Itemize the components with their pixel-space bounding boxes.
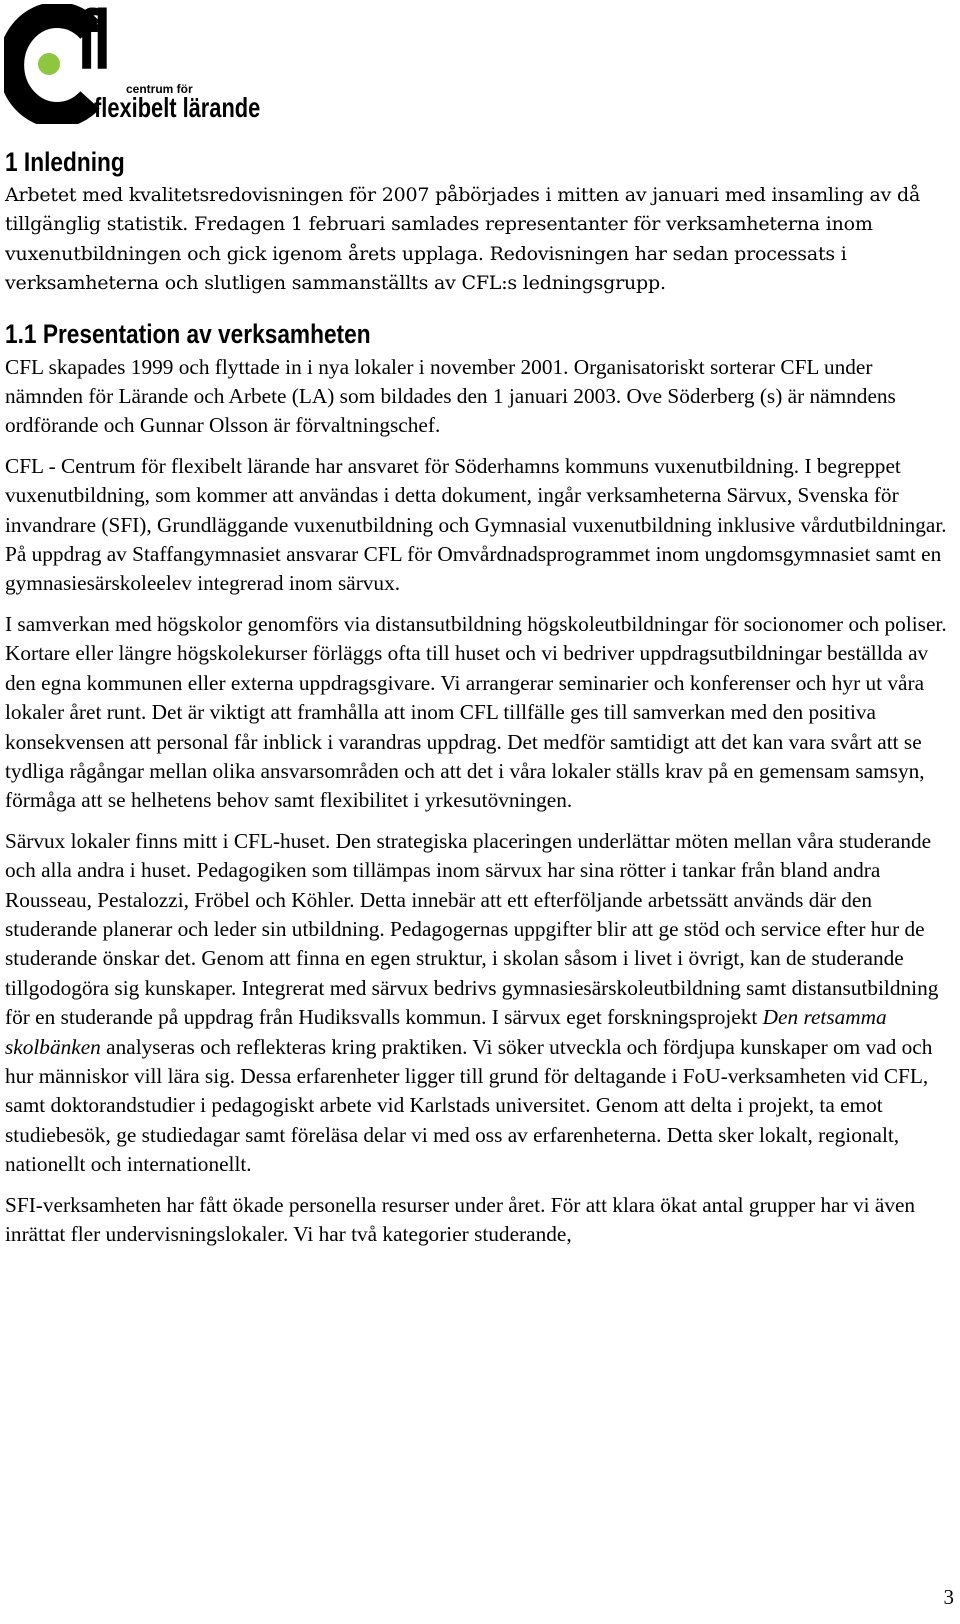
paragraph-inledning: Arbetet med kvalitetsredovisningen för 2007 påbörjades i mitten av januari med insamling av då tillgänglig statistik. Fredagen 1 februari samlades representanter för verksamheterna inom vuxenutbildningen och gick igenom årets upplaga. Redovisningen har sedan processats i verksamheterna och slutligen sammanställts av CFL:s ledningsgrupp. xyxy=(5,184,921,295)
sarvux-text-after: analyseras och reflekteras kring praktiken. Vi söker utveckla och fördjupa kunskaper om vad och hur människor vill lära sig. Dessa erfarenheter ligger till grund för deltagande i FoU-verksamheten vid CFL, samt doktorandstudier i pedagogiskt arbete vid Karlstads universitet. Genom att delta i projekt, ta emot studiebesök, ge studiedagar samt föreläsa delar vi med oss av erfarenheterna. Detta sker lokalt, regionalt, nationellt och internationellt. xyxy=(5,1034,933,1177)
logo-subtitle-1: centrum för xyxy=(126,82,193,96)
paragraph-cfl-responsibility: CFL - Centrum för flexibelt lärande har ansvaret för Söderhamns kommuns vuxenutbildning. I begreppet vuxenutbildning, som kommer att användas i detta dokument, ingår verksamheterna Särvux, Svenska för invandrare (SFI), Grundläggande vuxenutbildning och Gymnasial vuxenutbildning inklusive vårdutbildningar. På uppdrag av Staffangymnasiet ansvarar CFL för Omvårdnadsprogrammet inom ungdomsgymnasiet samt en gymnasiesärskoleelev integrerad inom särvux. xyxy=(5,453,947,596)
paragraph-collaboration: I samverkan med högskolor genomförs via distansutbildning högskoleutbildningar för socionomer och poliser. Kortare eller längre högskolekurser förläggs ofta till huset och vi bedriver uppdragsutbildningar beställda av den egna kommunen eller externa uppdragsgivare. Vi arrangerar seminarier och konferenser och hyr ut våra lokaler året runt. Det är viktigt att framhålla att inom CFL tillfälle ges till samverkan med den positiva konsekvensen att personal får inblick i varandras uppdrag. Det medför samtidigt att det kan vara svårt att se tydliga rågångar mellan olika ansvarsområden och att det i våra lokaler ställs krav på en gemensam samsyn, förmåga att se helhetens behov samt flexibilitet i yrkesutövningen. xyxy=(5,611,947,813)
document-body xyxy=(5,145,955,1249)
section-heading-inledning: 1 Inledning xyxy=(5,147,125,177)
paragraph-sfi: SFI-verksamheten har fått ökade personella resurser under året. För att klara ökat antal grupper har vi även inrättat fler undervisningslokaler. Vi har två kategorier studerande, xyxy=(5,1192,916,1246)
sarvux-text-before: Särvux lokaler finns mitt i CFL-huset. Den strategiska placeringen underlättar möten mellan våra studerande och alla andra i huset. Pedagogiken som tillämpas inom särvux har sina rötter i tankar från bland andra Rousseau, Pestalozzi, Fröbel och Köhler. Detta innebär att ett efterföljande arbetssätt används där den studerande planerar och leder sin utbildning. Pedagogernas uppgifter blir att ge stöd och service efter hur de studerande önskar det. Genom att finna en egen struktur, i skolan såsom i livet i övrigt, kan de studerande tillgodogöra sig kunskaper. Integrerat med särvux bedrivs gymnasiesärskoleutbildning samt distansutbildning för en studerande på uppdrag från Hudiksvalls kommun. I särvux eget forskningsprojekt xyxy=(5,828,939,1030)
project-title: Den retsamma skolbänken xyxy=(5,1005,887,1059)
subsection-heading-presentation: 1.1 Presentation av verksamheten xyxy=(5,318,371,349)
logo-subtitle-2: flexibelt lärande xyxy=(94,92,261,123)
paragraph-cfl-history: CFL skapades 1999 och flyttade in i nya lokaler i november 2001. Organisatoriskt sorterar CFL under nämnden för Lärande och Arbete (LA) som bildades den 1 januari 2003. Ove Söderberg (s) är nämndens ordförande och Gunnar Olsson är förvaltningschef. xyxy=(5,354,896,438)
paragraph-sarvux xyxy=(5,827,955,1180)
logo-letters: fl xyxy=(76,0,107,87)
green-dot-icon xyxy=(38,53,60,75)
page-number: 3 xyxy=(943,1585,954,1609)
cfl-logo xyxy=(4,0,266,124)
